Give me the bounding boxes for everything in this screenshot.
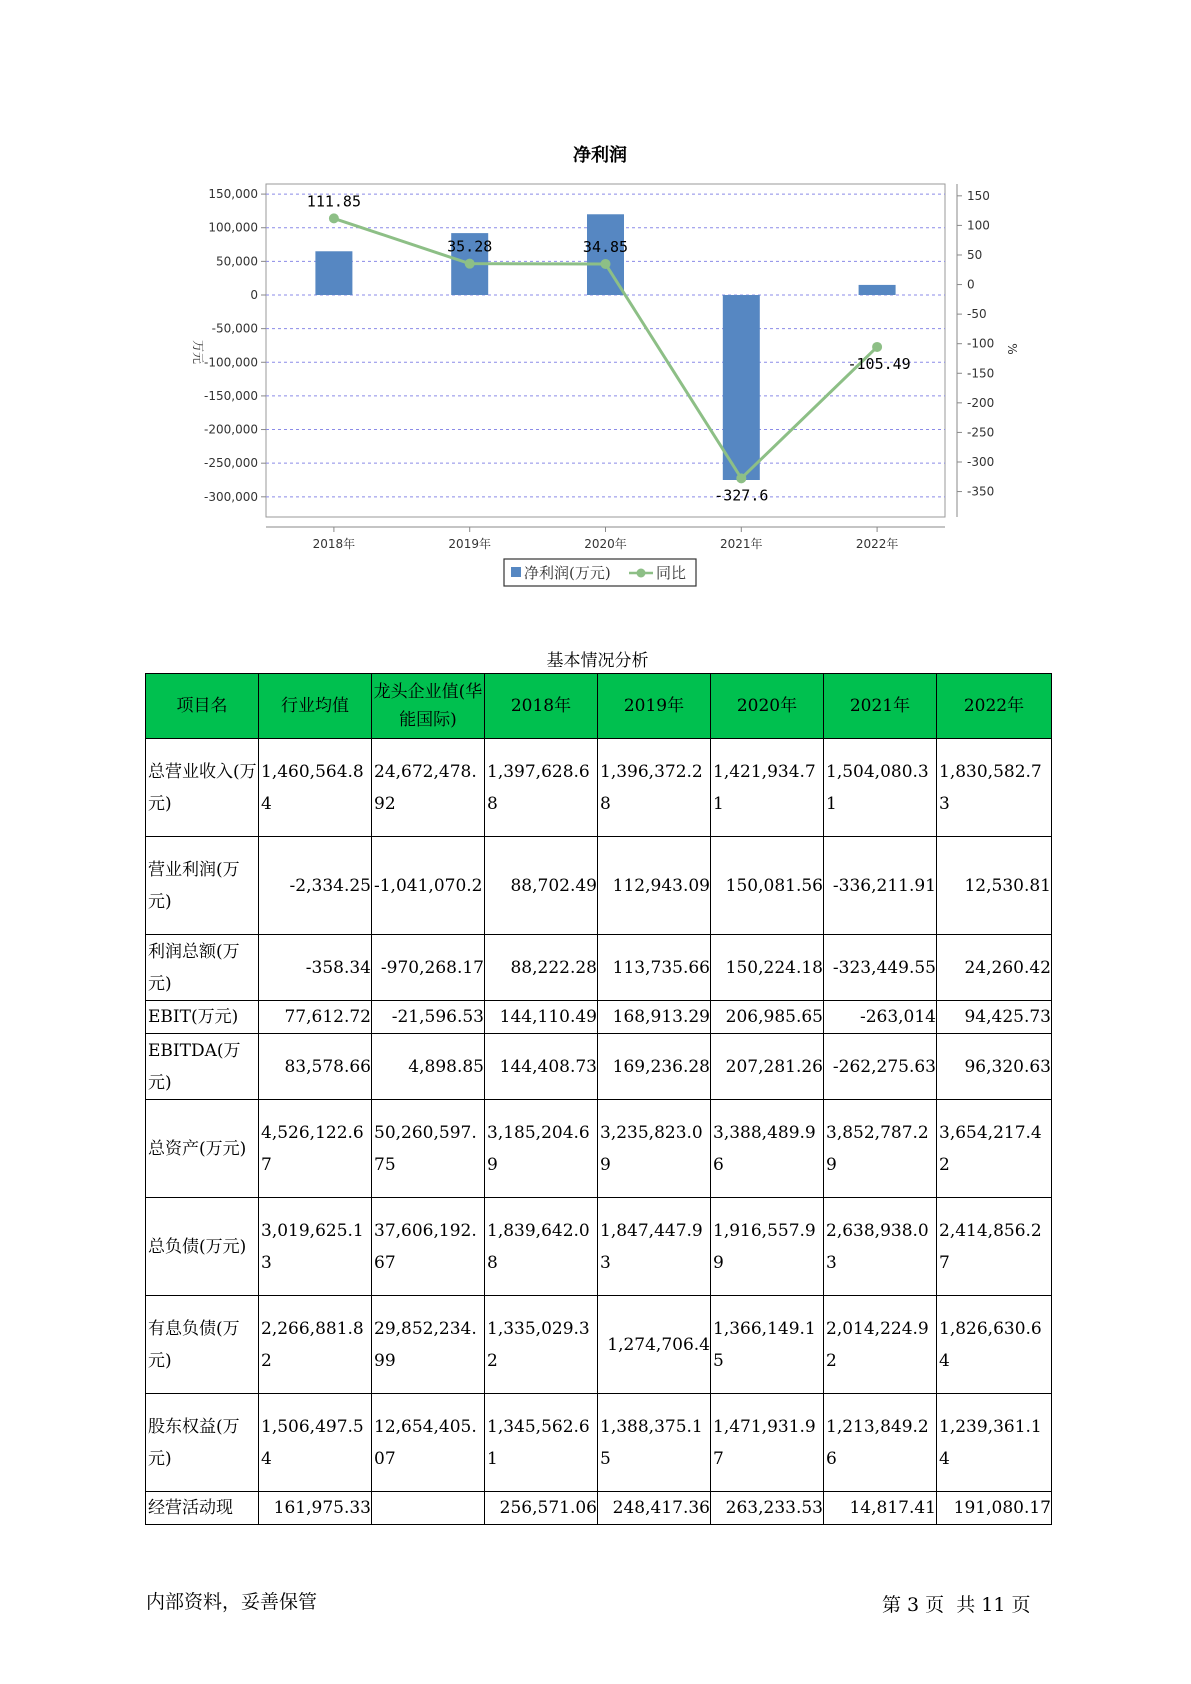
value-cell: -336,211.91 [824,837,937,935]
value-cell: 3,388,489.96 [711,1100,824,1198]
data-label: 111.85 [306,192,361,211]
right-axis-title: % [1005,343,1019,355]
value-cell: 94,425.73 [937,1001,1052,1034]
value-cell: 83,578.66 [259,1034,372,1100]
header-cell: 项目名 [146,674,259,739]
value-cell: 1,421,934.71 [711,739,824,837]
value-cell: 2,266,881.82 [259,1296,372,1394]
row-label-cell: 有息负债(万元) [146,1296,259,1394]
value-cell: 77,612.72 [259,1001,372,1034]
value-cell: 1,504,080.31 [824,739,937,837]
value-cell: 168,913.29 [598,1001,711,1034]
value-cell: 112,943.09 [598,837,711,935]
table-row [146,1394,1052,1492]
x-tick-label: 2020年 [584,537,627,551]
value-cell: 24,260.42 [937,935,1052,1001]
legend-line-marker [637,569,646,578]
data-label: 34.85 [582,237,629,256]
x-tick-label: 2022年 [855,537,899,551]
value-cell: 4,898.85 [372,1034,485,1100]
value-cell: 150,224.18 [711,935,824,1001]
value-cell: 3,654,217.42 [937,1100,1052,1198]
value-cell: 88,222.28 [485,935,598,1001]
value-cell: 3,235,823.09 [598,1100,711,1198]
line-point [601,259,611,269]
value-cell: 256,571.06 [485,1492,598,1525]
table-row [146,1198,1052,1296]
value-cell: -21,596.53 [372,1001,485,1034]
table-row [146,1492,1052,1525]
table-header-row [146,674,1052,739]
left-axis-title: 万元 [191,339,205,365]
right-tick-label: -350 [967,484,995,499]
right-tick-label: -300 [967,454,995,469]
data-label: -327.6 [714,486,769,505]
row-label-cell: EBIT(万元) [146,1001,259,1034]
value-cell: 1,213,849.26 [824,1394,937,1492]
value-cell: 24,672,478.92 [372,739,485,837]
value-cell: 96,320.63 [937,1034,1052,1100]
value-cell: 1,397,628.68 [485,739,598,837]
table-caption: 基本情况分析 [546,651,649,671]
value-cell: 1,335,029.32 [485,1296,598,1394]
table-row [146,935,1052,1001]
legend-line-label: 同比 [656,564,687,582]
row-label-cell: 总负债(万元) [146,1198,259,1296]
left-tick-label: -100,000 [204,355,258,370]
left-tick-label: -300,000 [204,489,258,504]
legend-bar-swatch [511,567,521,577]
left-tick-label: -200,000 [204,422,258,437]
data-label: 35.28 [447,237,493,256]
left-tick-label: 0 [250,288,258,302]
table-row [146,1296,1052,1394]
value-cell: 14,817.41 [824,1492,937,1525]
value-cell: 1,471,931.97 [711,1394,824,1492]
left-axis-ticks [204,187,266,504]
value-cell: -358.34 [259,935,372,1001]
value-cell: 1,460,564.84 [259,739,372,837]
right-tick-label: 50 [967,247,983,262]
table-row [146,1034,1052,1100]
left-tick-label: -250,000 [204,456,258,471]
value-cell: -1,041,070.2 [372,837,485,935]
line-point [872,342,882,352]
left-tick-label: 100,000 [208,220,258,235]
data-label: -105.49 [847,354,911,373]
value-cell: 206,985.65 [711,1001,824,1034]
value-cell: 1,396,372.28 [598,739,711,837]
value-cell: 50,260,597.75 [372,1100,485,1198]
value-cell: 3,019,625.13 [259,1198,372,1296]
value-cell: 1,345,562.61 [485,1394,598,1492]
left-tick-label: -150,000 [204,388,258,403]
value-cell: -262,275.63 [824,1034,937,1100]
left-tick-label: 50,000 [216,254,258,269]
net-profit-chart [0,0,1191,600]
footer-page-number: 第 3 页 共 11 页 [882,1594,1031,1616]
header-cell: 2022年 [937,674,1052,739]
line-point [736,473,746,483]
bar [723,295,760,480]
left-tick-label: -50,000 [211,321,258,336]
right-axis-ticks [957,189,994,499]
right-tick-label: -200 [967,395,995,410]
line-point [329,213,339,223]
right-tick-label: -100 [967,336,995,351]
row-label-cell: 股东权益(万元) [146,1394,259,1492]
value-cell: 113,735.66 [598,935,711,1001]
value-cell: 1,366,149.15 [711,1296,824,1394]
right-tick-label: 150 [967,188,990,203]
value-cell: 29,852,234.99 [372,1296,485,1394]
table-row [146,1001,1052,1034]
header-cell: 龙头企业值(华能国际) [372,674,485,739]
x-tick-label: 2018年 [312,537,356,551]
value-cell: 2,014,224.92 [824,1296,937,1394]
value-cell: 1,388,375.15 [598,1394,711,1492]
header-cell: 2018年 [485,674,598,739]
value-cell: 207,281.26 [711,1034,824,1100]
table-row [146,1100,1052,1198]
value-cell: 1,506,497.54 [259,1394,372,1492]
header-cell: 2021年 [824,674,937,739]
row-label-cell: 总营业收入(万元) [146,739,259,837]
value-cell: 161,975.33 [259,1492,372,1525]
value-cell: 2,414,856.27 [937,1198,1052,1296]
value-cell [372,1492,485,1525]
right-tick-label: 0 [967,277,975,292]
header-cell: 行业均值 [259,674,372,739]
value-cell: 3,852,787.29 [824,1100,937,1198]
value-cell: -2,334.25 [259,837,372,935]
value-cell: 150,081.56 [711,837,824,935]
value-cell: 1,839,642.08 [485,1198,598,1296]
bar [859,285,896,295]
row-label-cell: EBITDA(万元) [146,1034,259,1100]
table-row [146,837,1052,935]
header-cell: 2019年 [598,674,711,739]
bar [315,251,352,295]
chart-legend [504,559,696,586]
value-cell: 3,185,204.69 [485,1100,598,1198]
row-label-cell: 利润总额(万元) [146,935,259,1001]
value-cell: -323,449.55 [824,935,937,1001]
value-cell: 88,702.49 [485,837,598,935]
right-tick-label: -250 [967,425,995,440]
value-cell: 12,654,405.07 [372,1394,485,1492]
legend-bar-label: 净利润(万元) [524,564,611,582]
value-cell: 1,830,582.73 [937,739,1052,837]
value-cell: 169,236.28 [598,1034,711,1100]
value-cell: 263,233.53 [711,1492,824,1525]
header-cell: 2020年 [711,674,824,739]
value-cell: 191,080.17 [937,1492,1052,1525]
right-tick-label: -50 [967,307,987,322]
row-label-cell: 营业利润(万元) [146,837,259,935]
value-cell: 144,110.49 [485,1001,598,1034]
value-cell: -970,268.17 [372,935,485,1001]
value-cell: -263,014 [824,1001,937,1034]
x-tick-label: 2019年 [448,537,491,551]
x-tick-label: 2021年 [720,537,763,551]
chart-title: 净利润 [573,145,627,166]
value-cell: 144,408.73 [485,1034,598,1100]
value-cell: 1,847,447.93 [598,1198,711,1296]
right-tick-label: -150 [967,366,995,381]
value-cell: 248,417.36 [598,1492,711,1525]
basic-analysis-table [145,673,1052,1525]
x-axis-ticks [313,527,899,551]
value-cell: 1,826,630.64 [937,1296,1052,1394]
value-cell: 12,530.81 [937,837,1052,935]
left-tick-label: 150,000 [208,187,258,202]
table-row [146,739,1052,837]
value-cell: 4,526,122.67 [259,1100,372,1198]
value-cell: 2,638,938.03 [824,1198,937,1296]
value-cell: 1,916,557.99 [711,1198,824,1296]
value-cell: 37,606,192.67 [372,1198,485,1296]
value-cell: 1,239,361.14 [937,1394,1052,1492]
right-tick-label: 100 [967,218,990,233]
value-cell: 1,274,706.4 [598,1296,711,1394]
row-label-cell: 总资产(万元) [146,1100,259,1198]
row-label-cell: 经营活动现 [146,1492,259,1525]
line-point [465,259,475,269]
footer-confidential: 内部资料，妥善保管 [146,1591,318,1613]
